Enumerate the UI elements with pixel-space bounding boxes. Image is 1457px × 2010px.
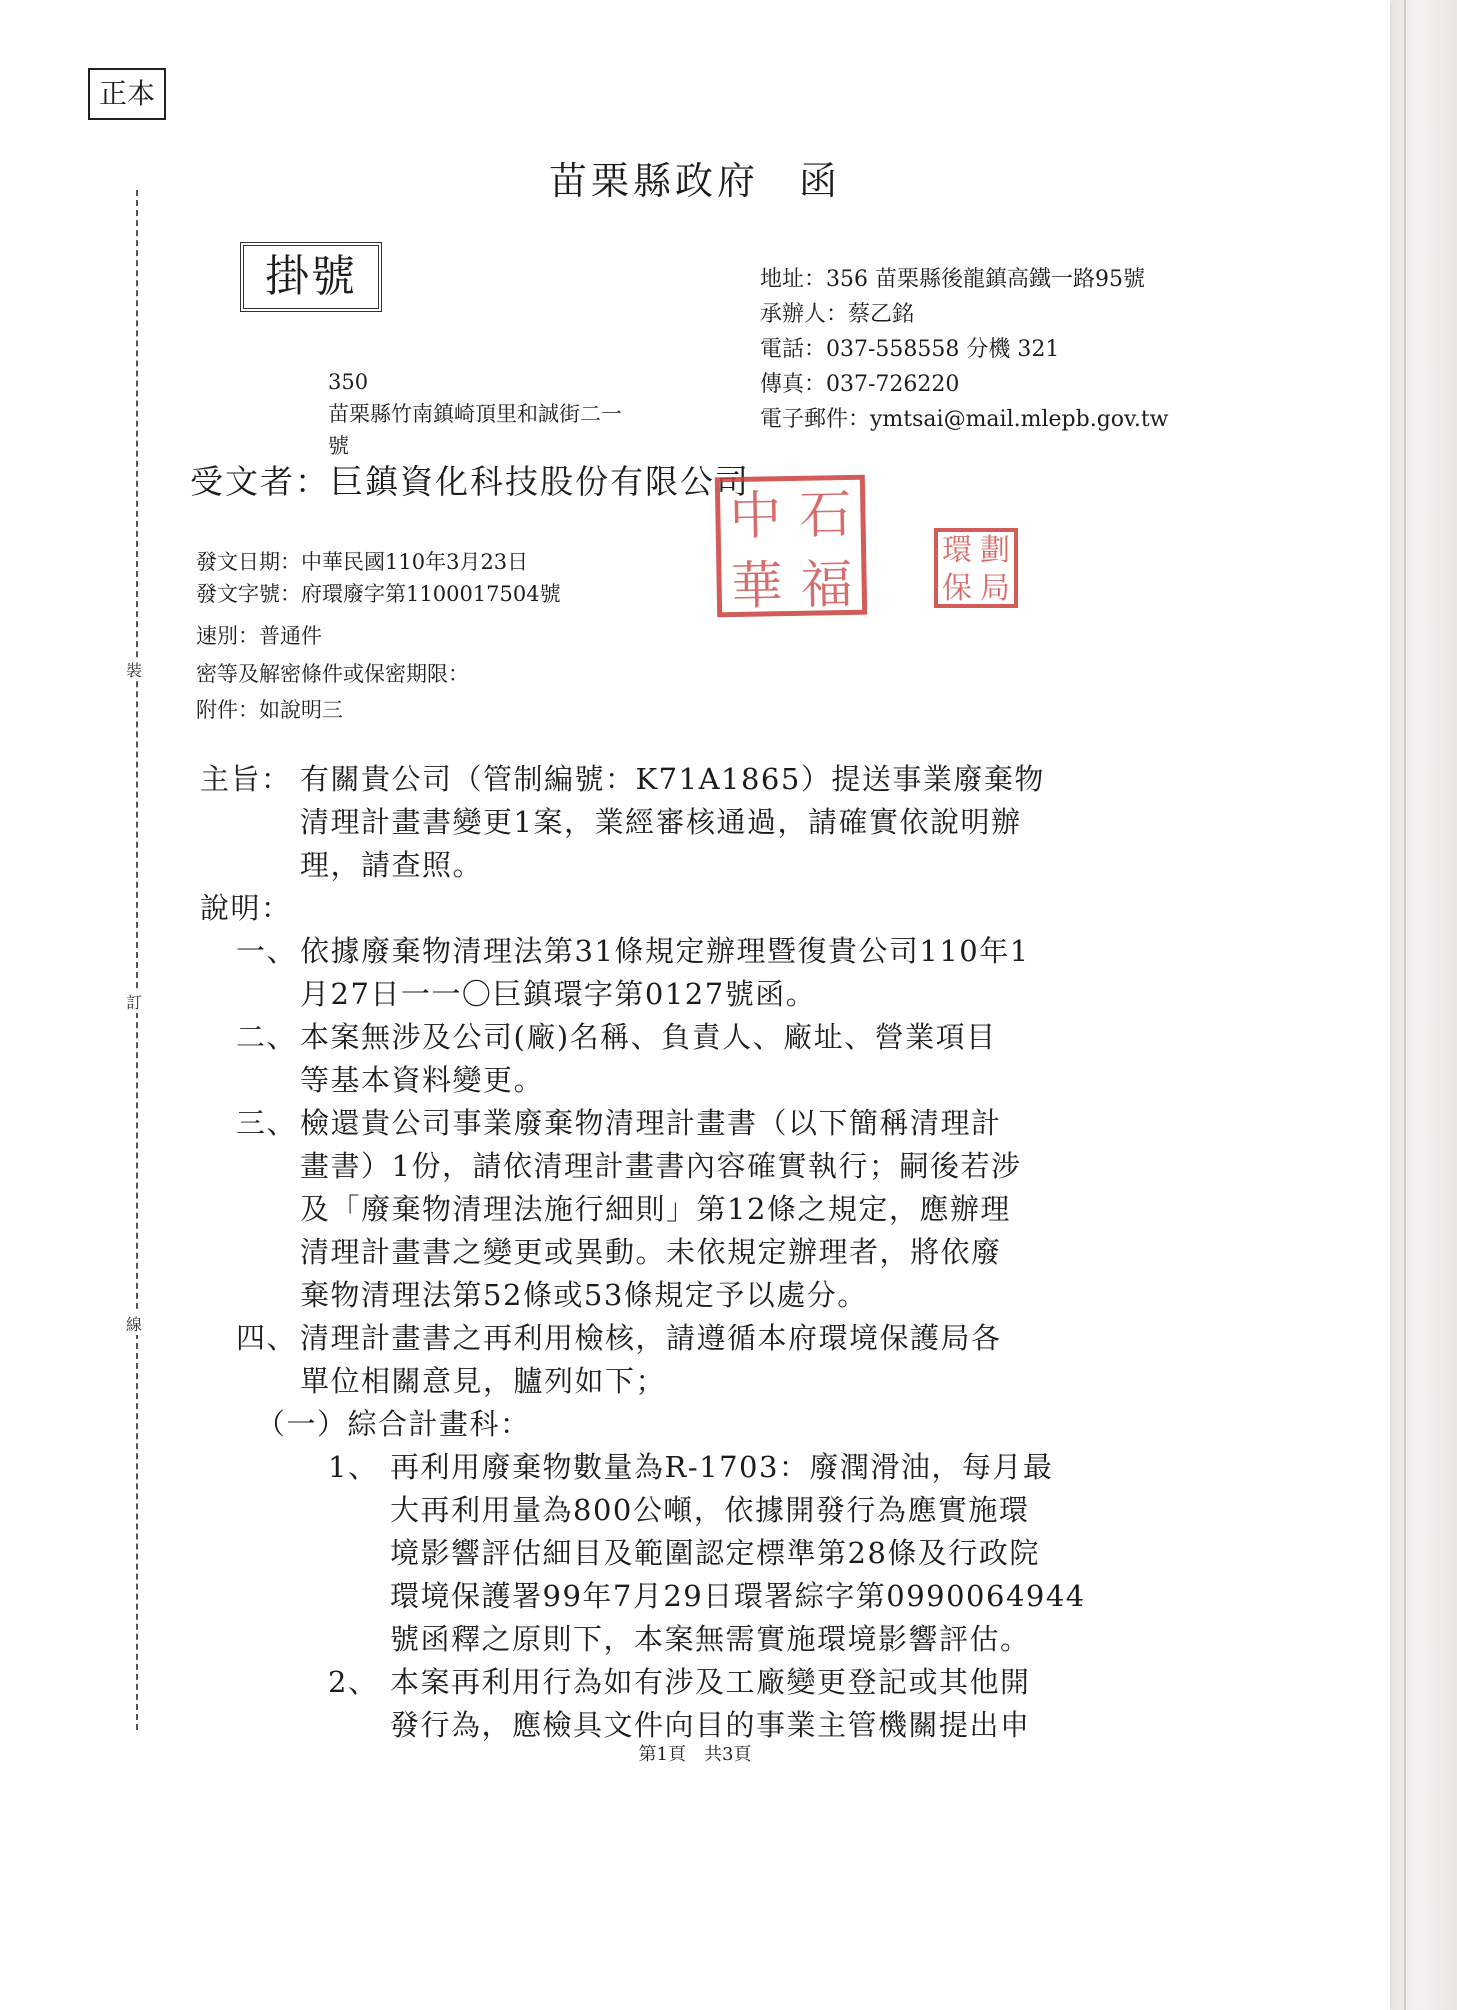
- page-footer: 第1頁 共3頁: [638, 1744, 752, 1765]
- subject-label: 主旨：: [200, 762, 292, 796]
- item-2: [200, 1016, 1120, 1102]
- subsection-heading: （一）綜合計畫科：: [256, 1407, 531, 1441]
- subitem-line: 境影響評估細目及範圍認定標準第28條及行政院: [390, 1536, 1040, 1570]
- subject-line: 清理計畫書變更1案，業經審核通過，請確實依說明辦: [300, 805, 1022, 839]
- binding-dashed-line: [136, 190, 138, 1730]
- item-label: 四、: [236, 1321, 298, 1355]
- subitem-line: 環境保護署99年7月29日環署綜字第0990064944: [390, 1579, 1086, 1613]
- case-officer: 承辦人：蔡乙銘: [760, 302, 915, 327]
- seal-char: 局: [980, 571, 1010, 606]
- item-line: 單位相關意見，臚列如下；: [300, 1364, 667, 1398]
- original-copy-badge: 正本: [88, 68, 166, 120]
- item-line: 依據廢棄物清理法第31條規定辦理暨復貴公司110年1: [300, 934, 1030, 968]
- mailing-address: [328, 366, 622, 462]
- item-line: 檢還貴公司事業廢棄物清理計畫書（以下簡稱清理計: [300, 1106, 1002, 1140]
- confidentiality: 密等及解密條件或保密期限：: [196, 662, 469, 686]
- item-3: [200, 1102, 1120, 1317]
- address-line-2: 號: [328, 434, 349, 458]
- subitem-line: 大再利用量為800公噸，依據開發行為應實施環: [390, 1493, 1030, 1527]
- subitem-line: 號函釋之原則下，本案無需實施環境影響評估。: [390, 1622, 1031, 1656]
- item-line: 本案無涉及公司(廠)名稱、負責人、廠址、營業項目: [300, 1020, 997, 1054]
- address-line-1: 苗栗縣竹南鎮崎頂里和誠街二一: [328, 402, 622, 426]
- subitem-label: 1、: [328, 1450, 379, 1484]
- item-label: 二、: [236, 1020, 298, 1054]
- subitem-2: [200, 1661, 1120, 1747]
- subject-paragraph: [200, 758, 1120, 887]
- binding-mark-xian: 線: [126, 1312, 142, 1335]
- issuing-agency: 苗栗縣政府: [548, 159, 759, 203]
- binding-mark-zhuang: 裝: [126, 658, 142, 681]
- item-line: 及「廢棄物清理法施行細則」第12條之規定，應辦理: [300, 1192, 1011, 1226]
- seal-char: 保: [942, 571, 972, 606]
- paper-edge-line: [1404, 0, 1406, 2010]
- explanation-label: 說明：: [200, 891, 292, 925]
- agency-seal-small: [934, 528, 1018, 608]
- sender-address: 地址：356 苗栗縣後龍鎮高鐵一路95號: [760, 267, 1145, 292]
- item-4: [200, 1317, 1120, 1403]
- document-type: 函: [799, 159, 842, 203]
- item-label: 三、: [236, 1106, 298, 1140]
- attachments: 附件：如說明三: [196, 698, 343, 722]
- urgency: 速別：普通件: [196, 624, 322, 648]
- paper-stack-edge: [1392, 0, 1457, 2010]
- seal-char: 華: [730, 556, 784, 618]
- document-number: 發文字號：府環廢字第1100017504號: [196, 582, 561, 606]
- document-body: [200, 758, 1120, 1747]
- item-line: 清理計畫書之變更或異動。未依規定辦理者，將依廢: [300, 1235, 1002, 1269]
- issue-date: 發文日期：中華民國110年3月23日: [196, 550, 529, 574]
- item-line: 畫書）1份，請依清理計畫書內容確實執行；嗣後若涉: [300, 1149, 1022, 1183]
- subject-line: 有關貴公司（管制編號：K71A1865）提送事業廢棄物: [300, 762, 1045, 796]
- seal-char: 石: [798, 484, 852, 546]
- item-label: 一、: [236, 934, 298, 968]
- item-line: 棄物清理法第52條或53條規定予以處分。: [300, 1278, 868, 1312]
- zip-code: 350: [328, 370, 369, 394]
- item-line: 等基本資料變更。: [300, 1063, 545, 1097]
- item-line: 月27日一一〇巨鎮環字第0127號函。: [300, 977, 817, 1011]
- binding-mark-ding: 訂: [126, 990, 142, 1013]
- document-title: [0, 150, 1390, 205]
- item-1: [200, 930, 1120, 1016]
- recipient: 受文者：巨鎮資化科技股份有限公司: [190, 462, 750, 501]
- seal-char: 福: [800, 554, 854, 616]
- subject-line: 理，請查照。: [300, 848, 484, 882]
- email: 電子郵件：ymtsai@mail.mlepb.gov.tw: [760, 407, 1169, 432]
- phone: 電話：037-558558 分機 321: [760, 337, 1060, 362]
- item-line: 清理計畫書之再利用檢核，請遵循本府環境保護局各: [300, 1321, 1002, 1355]
- sender-info: [760, 262, 1169, 437]
- registered-mail-stamp: 掛號: [240, 242, 382, 312]
- agency-seal-large: [715, 475, 867, 618]
- subitem-label: 2、: [328, 1665, 379, 1699]
- subitem-line: 本案再利用行為如有涉及工廠變更登記或其他開: [390, 1665, 1031, 1699]
- seal-char: 劃: [980, 533, 1010, 568]
- seal-char: 環: [942, 533, 972, 568]
- subitem-line: 發行為，應檢具文件向目的事業主管機關提出申: [390, 1708, 1031, 1742]
- subitem-line: 再利用廢棄物數量為R-1703：廢潤滑油，每月最: [390, 1450, 1054, 1484]
- fax: 傳真：037-726220: [760, 372, 960, 397]
- seal-char: 中: [728, 486, 783, 548]
- subitem-1: [200, 1446, 1120, 1661]
